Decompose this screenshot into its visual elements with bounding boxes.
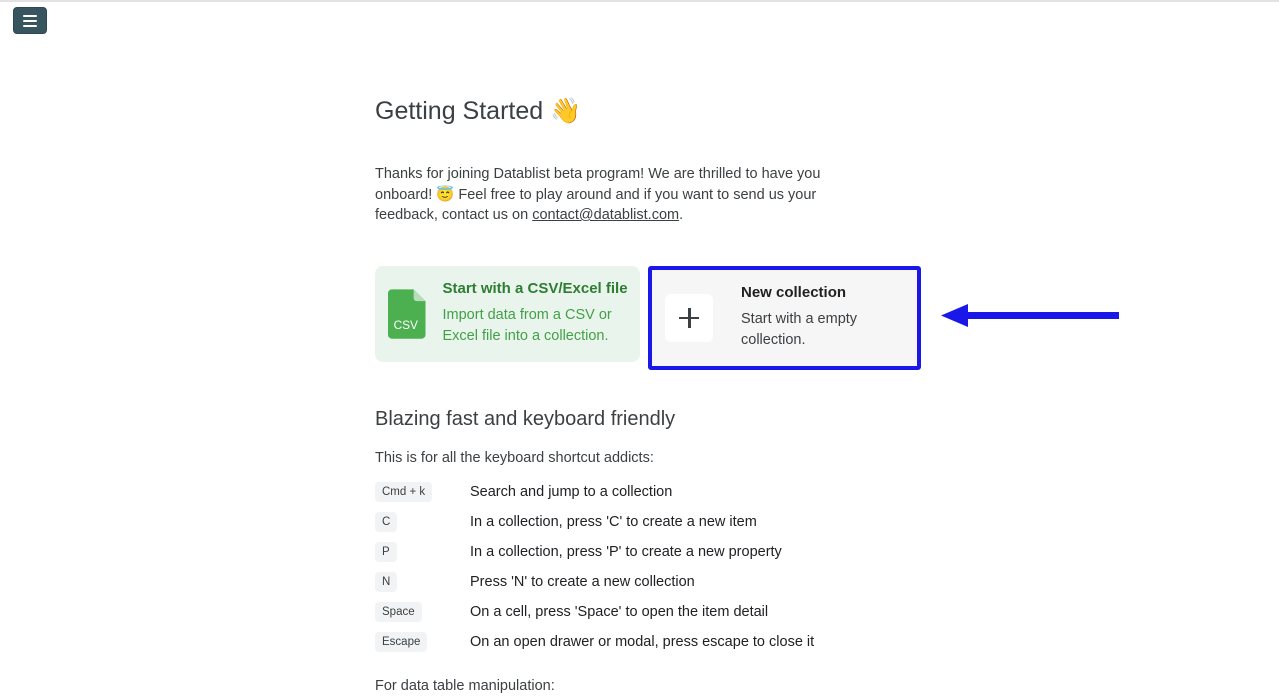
intro-suffix: .: [679, 207, 684, 223]
kbd-badge: C: [375, 512, 397, 532]
csv-card-title: Start with a CSV/Excel file: [442, 280, 628, 297]
kbd-wrap: [375, 572, 470, 592]
start-options: [375, 266, 935, 370]
kbd-badge: N: [375, 572, 397, 592]
shortcut-row: [375, 477, 935, 507]
shortcuts-intro: This is for all the keyboard shortcut addicts:: [375, 449, 654, 466]
intro-text: Thanks for joining Datablist beta program! We are thrilled to have you onboard! 😇 Feel free to play around and if you want to send us your feedback, contact us on: [375, 166, 821, 223]
hamburger-icon: [23, 20, 37, 22]
csv-card-description: Import data from a CSV or Excel file into a collection.: [442, 307, 612, 344]
main-content: [375, 0, 935, 694]
shortcut-description: Press 'N' to create a new collection: [470, 573, 695, 590]
contact-email-link[interactable]: contact@datablist.com: [532, 207, 680, 223]
kbd-wrap: [375, 512, 470, 532]
new-collection-text: [741, 284, 881, 351]
menu-button[interactable]: [13, 7, 47, 34]
data-table-manipulation-label: For data table manipulation:: [375, 677, 555, 694]
shortcuts-heading: Blazing fast and keyboard friendly: [375, 407, 676, 430]
shortcut-row: [375, 507, 935, 537]
csv-icon-label: CSV: [393, 317, 418, 332]
shortcut-description: In a collection, press 'C' to create a new item: [470, 513, 757, 530]
plus-icon: [665, 294, 713, 342]
hamburger-icon: [23, 25, 37, 27]
kbd-badge: P: [375, 542, 397, 562]
annotation-arrow-left-icon: [941, 303, 1119, 328]
start-with-csv-card[interactable]: [375, 266, 640, 362]
new-collection-card[interactable]: [648, 266, 921, 370]
new-collection-title: New collection: [741, 284, 847, 301]
kbd-badge: Cmd + k: [375, 482, 432, 502]
kbd-wrap: [375, 482, 470, 502]
kbd-wrap: [375, 542, 470, 562]
shortcut-description: On an open drawer or modal, press escape to close it: [470, 633, 815, 650]
shortcut-row: [375, 567, 935, 597]
shortcut-list: [375, 477, 935, 657]
intro-paragraph: [375, 164, 880, 226]
kbd-wrap: [375, 632, 470, 652]
hamburger-icon: [23, 15, 37, 17]
shortcut-description: On a cell, press 'Space' to open the item detail: [470, 603, 769, 620]
shortcut-row: [375, 537, 935, 567]
csv-file-icon: [387, 288, 427, 340]
kbd-badge: Escape: [375, 632, 427, 652]
shortcut-row: [375, 627, 935, 657]
page-title: Getting Started 👋: [375, 97, 582, 125]
shortcut-description: Search and jump to a collection: [470, 483, 673, 500]
csv-card-text: [443, 280, 641, 347]
shortcut-description: In a collection, press 'P' to create a new property: [470, 543, 782, 560]
shortcut-row: [375, 597, 935, 627]
kbd-badge: Space: [375, 602, 422, 622]
kbd-wrap: [375, 602, 470, 622]
new-collection-description: Start with a empty collection.: [741, 311, 858, 348]
